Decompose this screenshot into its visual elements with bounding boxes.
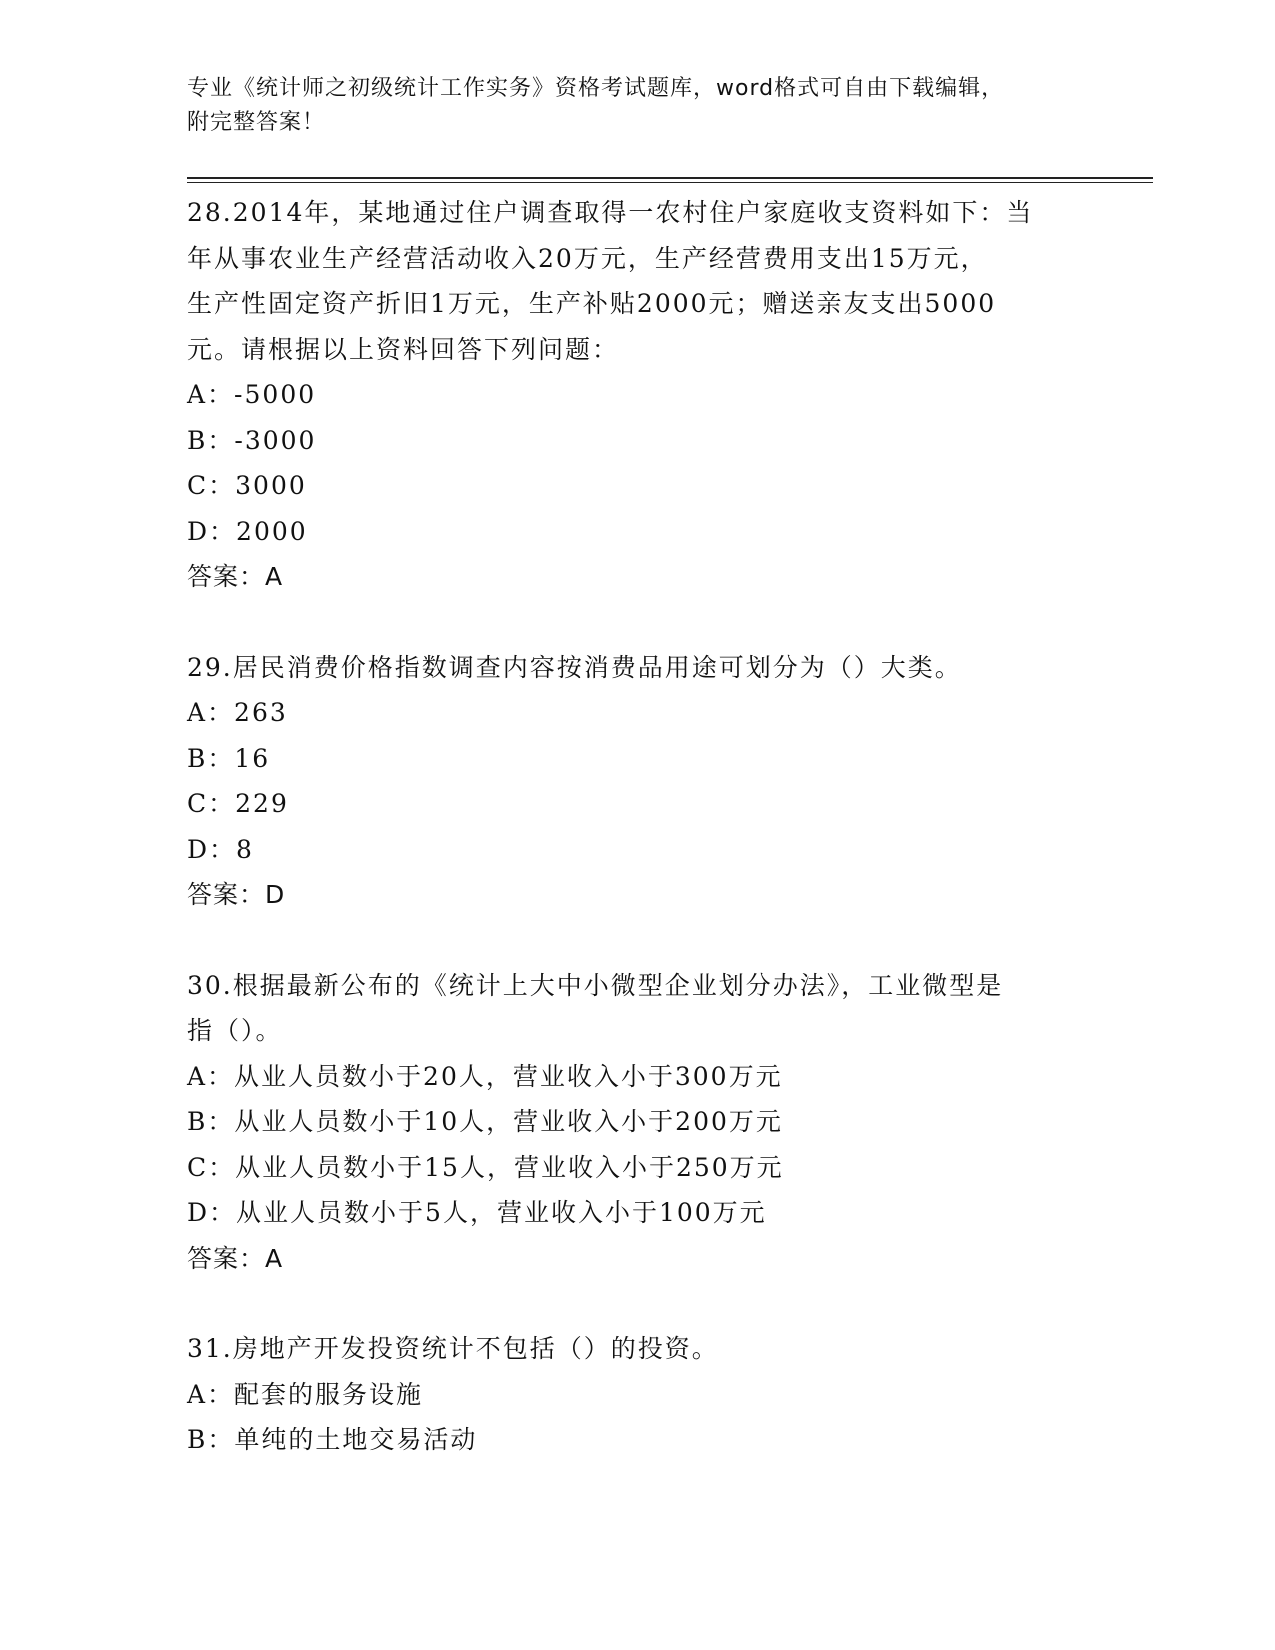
option-c: C：229 (187, 789, 289, 818)
header-divider-thick (187, 177, 1153, 179)
stem-line: 指（）。 (187, 1016, 283, 1045)
option-b: B：-3000 (187, 425, 317, 455)
stem-line: 年从事农业生产经营活动收入20万元，生产经营费用支出15万元， (187, 243, 988, 273)
stem-line: 元。请根据以上资料回答下列问题： (187, 334, 620, 364)
question-stem (187, 1326, 1087, 1372)
option-a: A：配套的服务设施 (187, 1379, 424, 1409)
question-spacer (187, 1281, 1087, 1326)
document-header (187, 72, 1067, 140)
header-line-2: 附完整答案！ (187, 110, 326, 135)
option-a: A：从业人员数小于20人，营业收入小于300万元 (187, 1061, 783, 1091)
header-divider-thin (187, 182, 1153, 183)
stem-line: 生产性固定资产折旧1万元，生产补贴2000元；赠送亲友支出5000 (187, 289, 997, 318)
stem-line: 31.房地产开发投资统计不包括（）的投资。 (187, 1334, 719, 1363)
option-d: D：2000 (187, 516, 308, 546)
option-c: C：从业人员数小于15人，营业收入小于250万元 (187, 1152, 784, 1182)
question-29 (187, 645, 1087, 918)
question-spacer (187, 918, 1087, 963)
option-d: D：从业人员数小于5人，营业收入小于100万元 (187, 1198, 767, 1227)
answer-text: 答案：D (187, 880, 286, 909)
answer-text: 答案：A (187, 1243, 284, 1273)
option-b: B：单纯的土地交易活动 (187, 1425, 478, 1454)
question-31 (187, 1326, 1087, 1463)
option-a: A：-5000 (187, 380, 317, 409)
question-stem (187, 645, 1087, 691)
question-28 (187, 190, 1087, 600)
option-c: C：3000 (187, 471, 307, 500)
question-spacer (187, 600, 1087, 645)
question-stem (187, 963, 1087, 1054)
option-b: B：16 (187, 743, 271, 773)
stem-line: 29.居民消费价格指数调查内容按消费品用途可划分为（）大类。 (187, 652, 962, 682)
question-30 (187, 963, 1087, 1282)
question-stem (187, 190, 1087, 372)
option-d: D：8 (187, 834, 254, 864)
answer-text: 答案：A (187, 562, 284, 591)
stem-line: 28.2014年，某地通过住户调查取得一农村住户家庭收支资料如下：当 (187, 198, 1034, 227)
option-a: A：263 (187, 698, 288, 727)
header-line-1: 专业《统计师之初级统计工作实务》资格考试题库，word格式可自由下载编辑， (187, 76, 1005, 101)
stem-line: 30.根据最新公布的《统计上大中小微型企业划分办法》，工业微型是 (187, 970, 1004, 1000)
question-list (187, 190, 1087, 1463)
option-b: B：从业人员数小于10人，营业收入小于200万元 (187, 1107, 783, 1136)
